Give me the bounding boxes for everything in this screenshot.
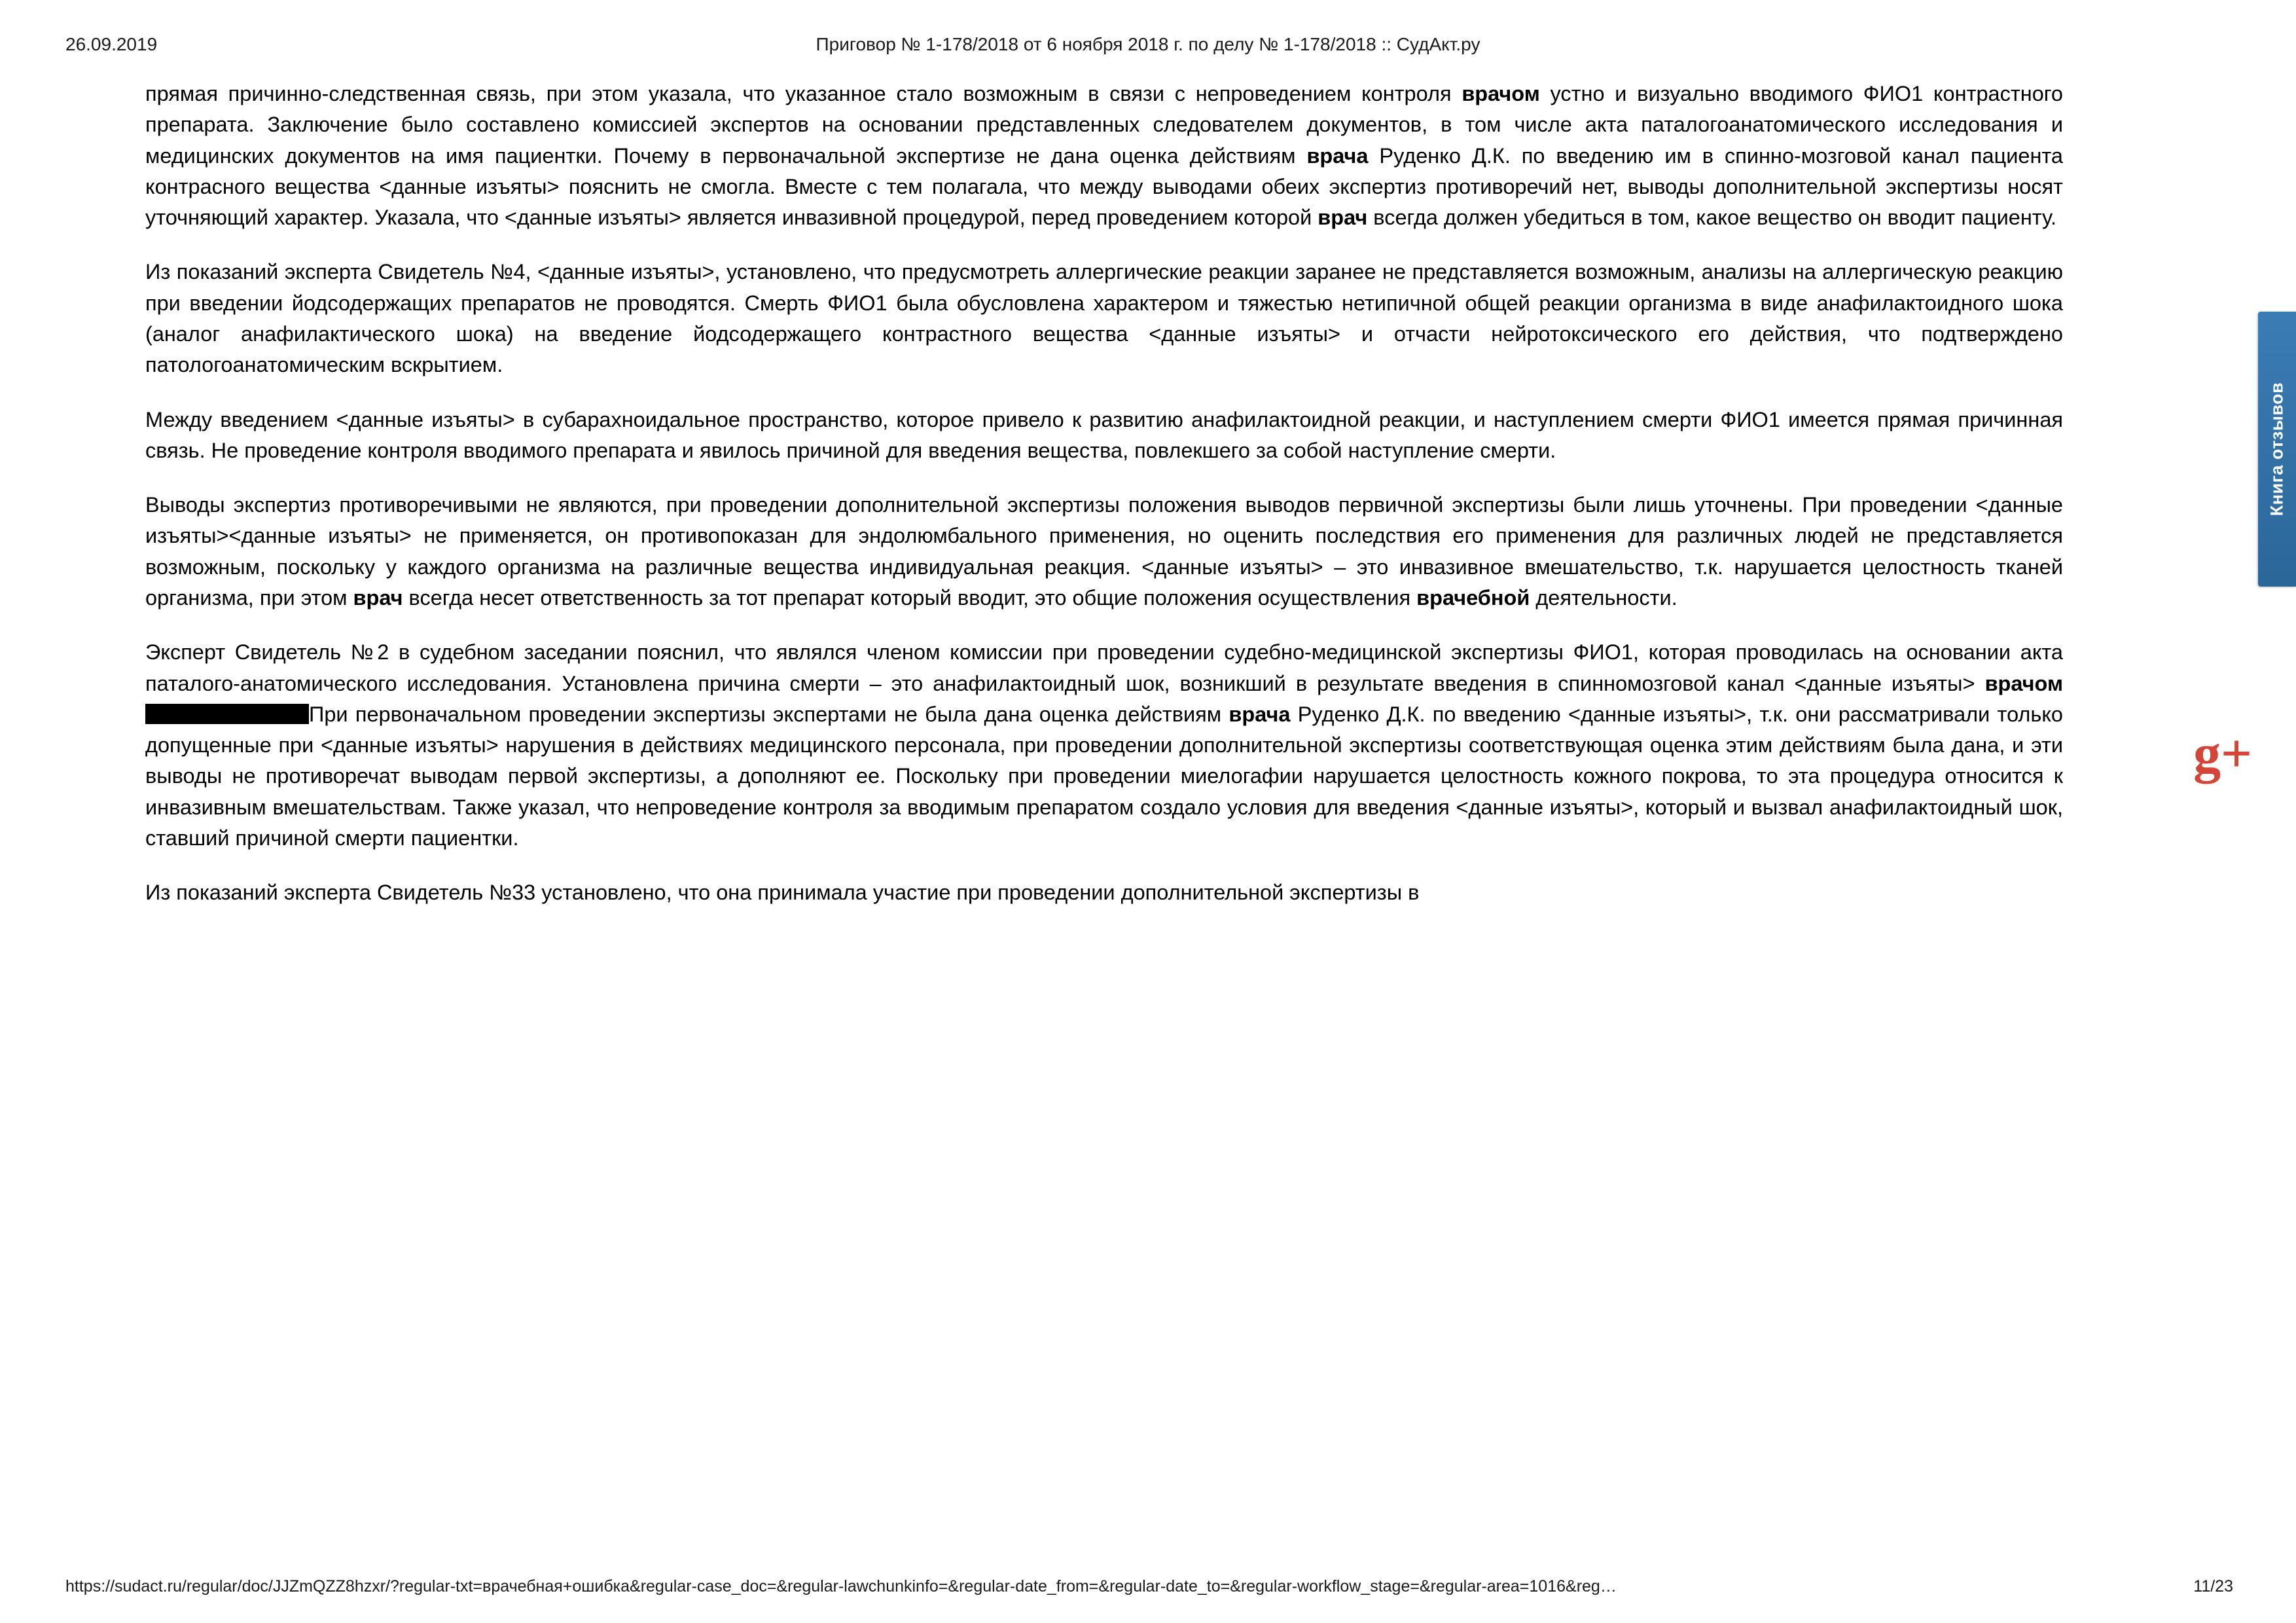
footer-url: https://sudact.ru/regular/doc/JJZmQZZ8hzxr/?regular-txt=врачебная+ошибка&regular-case_doc=&regular-lawchunkinfo=&regular-date_from=&regular-date_to=&regular-workflow_stage=&regular-area=1016&reg… [65, 1577, 1617, 1596]
paragraph-5 [145, 637, 2063, 854]
paragraph-1-bold-2: врача [1306, 143, 1369, 168]
paragraph-2: Из показаний эксперта Свидетель №4, <данные изъяты>, установлено, что предусмотреть аллергические реакции заранее не представляется возможным, анализы на аллергическую реакцию при введении йодсодержащих препаратов не проводятся. Смерть ФИО1 была обусловлена характером и тяжестью нетипичной общей реакции организма в виде анафилактоидного шока (аналог анафилактического шока) на введение йодсодержащего контрастного вещества <данные изъяты> и отчасти нейротоксического его действия, что подтверждено патологоанатомическим вскрытием. [145, 260, 2063, 377]
paragraph-5-part-2: При первоначальном проведении экспертизы экспертами не была дана оценка действиям [309, 702, 1229, 726]
paragraph-1-bold-3: врач [1318, 206, 1368, 230]
paragraph-1-part-2: устно и визуально вводимого ФИО1 контрастного препарата. Заключение было составлено комиссией экспертов на основании представленных следователем документов, в том числе акта паталогоанатомического исследования и медицинских документов на имя пациентки. Почему в первоначальной экспертизе не дана оценка действиям [145, 82, 2063, 168]
footer-page-number: 11/23 [2193, 1577, 2233, 1596]
paragraph-1-part-1: прямая причинно-следственная связь, при этом указала, что указанное стало возможным в связи с непроведением контроля [145, 82, 1462, 105]
paragraph-1-bold-1: врачом [1462, 82, 1540, 105]
document-text-body [145, 79, 2063, 908]
paragraph-1-part-4: всегда должен убедиться в том, какое вещество он вводит пациенту. [1367, 206, 2057, 230]
paragraph-6: Из показаний эксперта Свидетель №33 установлено, что она принимала участие при проведении дополнительной экспертизы в [145, 881, 1420, 905]
paragraph-4 [145, 490, 2063, 613]
paragraph-5-bold-1: врачом [1984, 671, 2063, 695]
page-footer [0, 1577, 2296, 1599]
google-plus-icon: g+ [2193, 723, 2252, 784]
paragraph-1 [145, 79, 2063, 233]
paragraph-3: Между введением <данные изъяты> в субарахноидальное пространство, которое привело к развитию анафилактоидной реакции, и наступлением смерти ФИО1 имеется прямая причинная связь. Не проведение контроля вводимого препарата и явилось причиной для введения вещества, повлекшего за собой наступление смерти. [145, 407, 2063, 462]
paragraph-4-part-3: деятельности. [1530, 585, 1677, 610]
redaction-bar [145, 704, 309, 724]
page-header [0, 34, 2296, 60]
feedback-book-tab-label: Книга отзывов [2267, 382, 2287, 517]
paragraph-4-bold-2: врачебной [1416, 585, 1530, 610]
paragraph-5-bold-2: врача [1229, 702, 1291, 726]
header-title: Приговор № 1-178/2018 от 6 ноября 2018 г. по делу № 1-178/2018 :: СудАкт.ру [816, 34, 1480, 54]
paragraph-4-part-2: всегда несет ответственность за тот препарат который вводит, это общие положения осуществления [403, 585, 1417, 610]
paragraph-5-part-3: Руденко Д.К. по введению <данные изъяты>, т.к. они рассматривали только допущенные при <данные изъяты> нарушения в действиях медицинского персонала, при проведении дополнительной экспертизы соответствующая оценка этим действиям была дана, и эти выводы не противоречат выводам первой экспертизы, а дополняют ее. Поскольку при проведении миелогафии нарушается целостность кожного покрова, то эта процедура относится к инвазивным вмешательствам. Также указал, что непроведение контроля за вводимым препаратом создало условия для введения <данные изъяты>, который и вызвал анафилактоидный шок, ставший причиной смерти пациентки. [145, 702, 2063, 850]
google-plus-share-button[interactable] [2193, 723, 2253, 788]
header-date: 26.09.2019 [65, 34, 158, 54]
paragraph-4-part-1: Выводы экспертиз противоречивыми не являются, при проведении дополнительной экспертизы положения выводов первичной экспертизы были лишь уточнены. При проведении <данные изъяты><данные изъяты> не применяется, он противопоказан для эндолюмбального применения, но оценить последствия его применения для различных людей не представляется возможным, поскольку у каждого организма на различные вещества индивидуальная реакция. <данные изъяты> – это инвазивное вмешательство, т.к. нарушается целостность тканей организма, при этом [145, 493, 2063, 610]
paragraph-1-part-3: Руденко Д.К. по введению им в спинно-мозговой канал пациента контрасного вещества <данные изъяты> пояснить не смогла. Вместе с тем полагала, что между выводами обеих экспертиз противоречий нет, выводы дополнительной экспертизы носят уточняющий характер. Указала, что <данные изъяты> является инвазивной процедурой, перед проведением которой [145, 143, 2063, 230]
paragraph-4-bold-1: врач [353, 585, 403, 610]
feedback-book-tab[interactable] [2258, 312, 2296, 587]
paragraph-5-part-1: Эксперт Свидетель №2 в судебном заседании пояснил, что являлся членом комиссии при проведении судебно-медицинской экспертизы ФИО1, которая проводилась на основании акта паталого-анатомического исследования. Установлена причина смерти – это анафилактоидный шок, возникший в результате введения в спинномозговой канал <данные изъяты> [145, 640, 2063, 695]
